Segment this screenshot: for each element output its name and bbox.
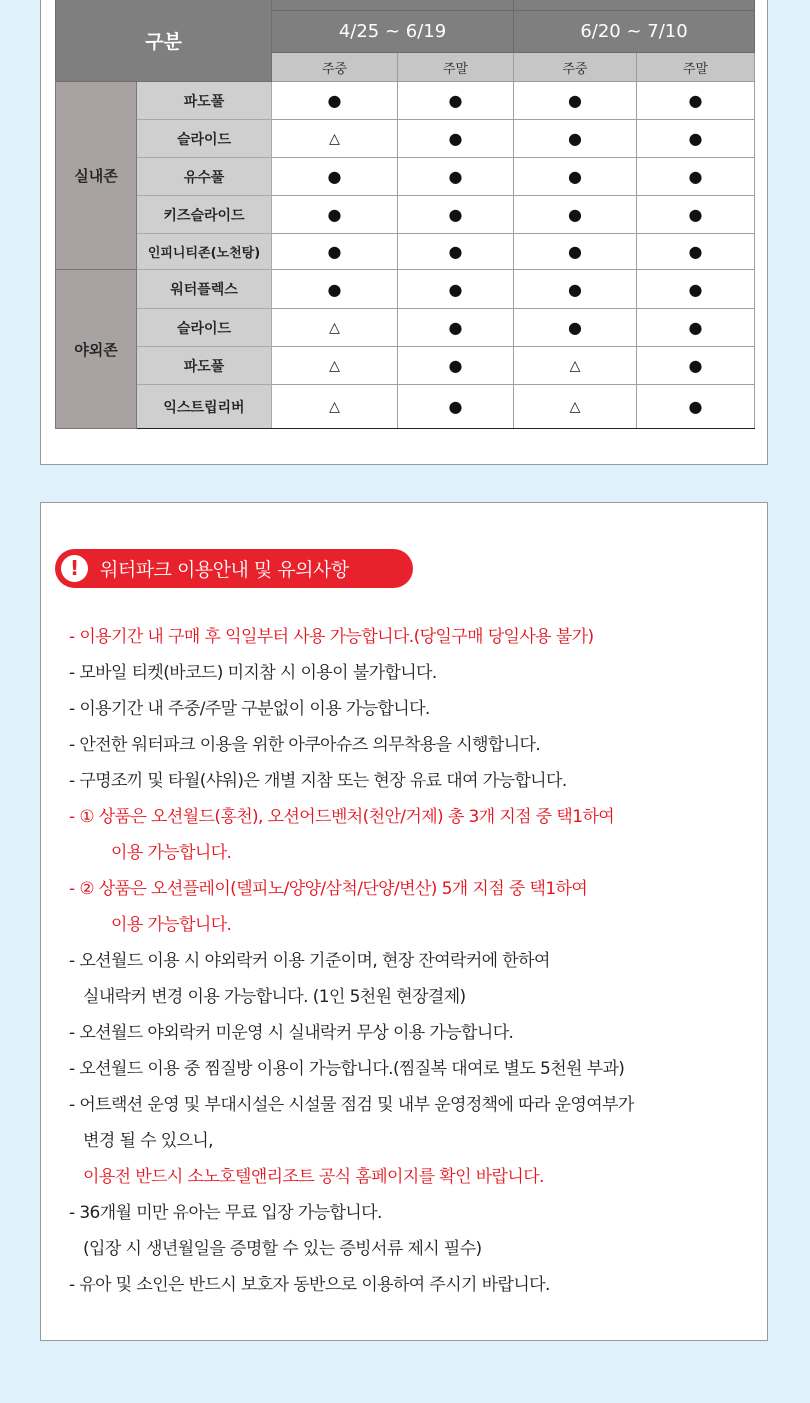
notice-line: - 모바일 티켓(바코드) 미지참 시 이용이 불가합니다.	[69, 663, 437, 683]
period-header-top	[272, 0, 514, 11]
notice-title-banner	[55, 549, 413, 588]
facility-name: 파도풀	[137, 347, 272, 385]
table-row	[56, 82, 755, 120]
facility-name: 워터플렉스	[137, 270, 272, 309]
period-header-2: 6/20 ~ 7/10	[514, 11, 755, 53]
availability-mark: △	[272, 309, 398, 347]
zone-indoor: 실내존	[56, 82, 137, 270]
notice-list	[69, 619, 759, 1303]
availability-mark: ●	[637, 120, 755, 158]
table-row	[56, 196, 755, 234]
availability-mark: △	[514, 347, 637, 385]
notice-line: 이용 가능합니다.	[111, 843, 232, 863]
notice-line: 변경 될 수 있으니,	[83, 1131, 213, 1151]
facility-name: 유수풀	[137, 158, 272, 196]
zone-outdoor: 야외존	[56, 270, 137, 429]
availability-mark: ●	[514, 270, 637, 309]
notice-line: (입장 시 생년월일을 증명할 수 있는 증빙서류 제시 필수)	[83, 1239, 482, 1259]
notice-line: - 36개월 미만 유아는 무료 입장 가능합니다.	[69, 1203, 382, 1223]
notice-line: - ② 상품은 오션플레이(델피노/양양/삼척/단양/변산) 5개 지점 중 택1하여	[69, 879, 588, 899]
notice-line: - 오션월드 야외락커 미운영 시 실내락커 무상 이용 가능합니다.	[69, 1023, 514, 1043]
notice-line: - 안전한 워터파크 이용을 위한 아쿠아슈즈 의무착용을 시행합니다.	[69, 735, 541, 755]
table-row	[56, 385, 755, 429]
availability-mark: ●	[398, 158, 514, 196]
exclamation-icon: !	[61, 555, 88, 582]
availability-mark: ●	[637, 82, 755, 120]
availability-mark: ●	[637, 385, 755, 429]
availability-mark: ●	[637, 309, 755, 347]
notice-panel	[40, 502, 768, 1341]
availability-mark: ●	[272, 82, 398, 120]
notice-line: - 이용기간 내 구매 후 익일부터 사용 가능합니다.(당일구매 당일사용 불가)	[69, 627, 594, 647]
table-row	[56, 309, 755, 347]
table-row	[56, 347, 755, 385]
notice-title: 워터파크 이용안내 및 유의사항	[100, 559, 349, 581]
availability-mark: ●	[514, 234, 637, 270]
availability-mark: ●	[272, 158, 398, 196]
availability-mark: ●	[514, 196, 637, 234]
weekend-header: 주말	[398, 53, 514, 82]
facility-name: 슬라이드	[137, 309, 272, 347]
availability-mark: ●	[398, 347, 514, 385]
facility-name: 인피니티존(노천탕)	[137, 234, 272, 270]
notice-line: - 유아 및 소인은 반드시 보호자 동반으로 이용하여 주시기 바랍니다.	[69, 1275, 550, 1295]
table-row	[56, 234, 755, 270]
notice-line: 이용 가능합니다.	[111, 915, 232, 935]
notice-line: 이용전 반드시 소노호텔앤리조트 공식 홈페이지를 확인 바랍니다.	[83, 1167, 544, 1187]
availability-mark: ●	[637, 234, 755, 270]
availability-mark: ●	[272, 234, 398, 270]
facility-name: 슬라이드	[137, 120, 272, 158]
notice-line: - ① 상품은 오션월드(홍천), 오션어드벤처(천안/거제) 총 3개 지점 중 택1하여	[69, 807, 615, 827]
availability-mark: ●	[514, 120, 637, 158]
availability-mark: ●	[514, 158, 637, 196]
notice-line: - 이용기간 내 주중/주말 구분없이 이용 가능합니다.	[69, 699, 430, 719]
availability-mark: ●	[637, 347, 755, 385]
availability-mark: ●	[637, 270, 755, 309]
period-header-1: 4/25 ~ 6/19	[272, 11, 514, 53]
notice-line: - 오션월드 이용 시 야외락커 이용 기준이며, 현장 잔여락커에 한하여	[69, 951, 550, 971]
weekday-header: 주중	[272, 53, 398, 82]
availability-mark: ●	[272, 270, 398, 309]
availability-mark: ●	[514, 82, 637, 120]
weekday-header: 주중	[514, 53, 637, 82]
facility-schedule-table	[55, 0, 755, 429]
notice-line: - 구명조끼 및 타월(샤워)은 개별 지참 또는 현장 유료 대여 가능합니다.	[69, 771, 567, 791]
availability-mark: ●	[272, 196, 398, 234]
table-row	[56, 270, 755, 309]
availability-mark: ●	[398, 309, 514, 347]
availability-mark: ●	[398, 270, 514, 309]
availability-mark: ●	[398, 234, 514, 270]
notice-line: - 오션월드 이용 중 찜질방 이용이 가능합니다.(찜질복 대여로 별도 5천원 부과)	[69, 1059, 625, 1079]
availability-mark: △	[514, 385, 637, 429]
table-row	[56, 120, 755, 158]
table-header-category: 구분	[56, 0, 272, 82]
availability-mark: △	[272, 385, 398, 429]
notice-line: - 어트랙션 운영 및 부대시설은 시설물 점검 및 내부 운영정책에 따라 운영여부가	[69, 1095, 634, 1115]
availability-mark: ●	[637, 158, 755, 196]
period-header-top	[514, 0, 755, 11]
availability-mark: △	[272, 120, 398, 158]
availability-mark: △	[272, 347, 398, 385]
availability-mark: ●	[398, 196, 514, 234]
facility-name: 익스트립리버	[137, 385, 272, 429]
availability-mark: ●	[398, 385, 514, 429]
table-row	[56, 158, 755, 196]
facility-name: 파도풀	[137, 82, 272, 120]
facility-name: 키즈슬라이드	[137, 196, 272, 234]
availability-mark: ●	[398, 82, 514, 120]
availability-mark: ●	[398, 120, 514, 158]
availability-mark: ●	[514, 309, 637, 347]
schedule-panel	[40, 0, 768, 465]
availability-mark: ●	[637, 196, 755, 234]
weekend-header: 주말	[637, 53, 755, 82]
notice-line: 실내락커 변경 이용 가능합니다. (1인 5천원 현장결제)	[83, 987, 466, 1007]
